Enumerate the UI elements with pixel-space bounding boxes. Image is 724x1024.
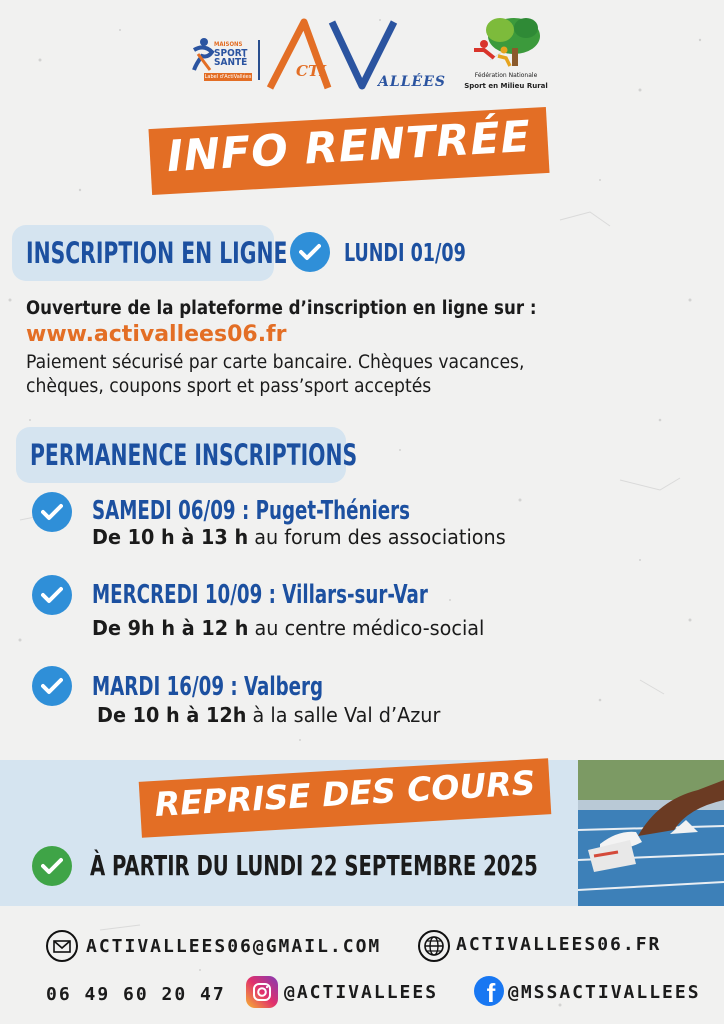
check-circle-icon xyxy=(32,492,72,532)
federation-sport-milieu-rural-logo: Fédération Nationale Sport en Milieu Rural xyxy=(460,14,552,96)
permanence-date-1: SAMEDI 06/09 : Puget-Théniers xyxy=(92,496,411,526)
check-circle-icon xyxy=(290,232,330,272)
facebook-handle[interactable]: @MSSACTIVALLEES xyxy=(508,982,701,1003)
payment-text-line2: chèques, coupons sport et pass’sport acceptés xyxy=(26,376,432,397)
inscription-opening-text: Ouverture de la plateforme d’inscription en ligne sur : xyxy=(26,298,537,319)
permanence-hours-3: De 10 h à 12h à la salle Val d’Azur xyxy=(97,703,441,727)
mail-icon xyxy=(46,930,78,962)
permanence-inscriptions-heading: PERMANENCE INSCRIPTIONS xyxy=(16,427,346,483)
instagram-handle[interactable]: @ACTIVALLEES xyxy=(284,982,439,1003)
tree-people-icon xyxy=(460,14,552,72)
phone-number[interactable]: 06 49 60 20 47 xyxy=(46,984,226,1005)
globe-icon xyxy=(418,930,450,962)
logo-divider xyxy=(258,40,260,80)
page-title: INFO RENTRÉE xyxy=(165,111,533,183)
maisons-sport-sante-logo xyxy=(190,36,254,82)
email-link[interactable]: ACTIVALLEES06@GMAIL.COM xyxy=(86,936,382,957)
check-circle-icon xyxy=(32,575,72,615)
check-circle-icon xyxy=(32,666,72,706)
facebook-icon[interactable]: f xyxy=(474,976,504,1006)
inscription-en-ligne-heading: INSCRIPTION EN LIGNE xyxy=(12,225,274,281)
activallees-logo: CTI ALLÉES xyxy=(266,16,436,94)
runner-figure-icon xyxy=(190,36,216,72)
check-circle-icon xyxy=(32,846,72,886)
inscription-date: LUNDI 01/09 xyxy=(344,238,466,267)
website-footer-link[interactable]: ACTIVALLEES06.FR xyxy=(456,934,662,955)
mss-logo-text: MAISONS SPORT SANTÉ xyxy=(214,41,248,68)
permanence-date-2: MERCREDI 10/09 : Villars-sur-Var xyxy=(92,580,428,610)
reprise-date: À PARTIR DU LUNDI 22 SEPTEMBRE 2025 xyxy=(90,849,538,882)
permanence-date-3: MARDI 16/09 : Valberg xyxy=(92,672,324,702)
payment-text-line1: Paiement sécurisé par carte bancaire. Chèques vacances, xyxy=(26,352,525,373)
permanence-hours-1: De 10 h à 13 h au forum des associations xyxy=(92,525,506,549)
instagram-icon[interactable] xyxy=(246,976,278,1008)
reprise-heading: REPRISE DES COURS xyxy=(153,763,537,824)
mss-logo-subtitle: Label d'ActiVallées xyxy=(204,74,252,80)
website-link[interactable]: www.activallees06.fr xyxy=(26,322,287,347)
permanence-hours-2: De 9h h à 12 h au centre médico-social xyxy=(92,616,485,640)
sprinter-starting-blocks-photo xyxy=(578,760,724,906)
